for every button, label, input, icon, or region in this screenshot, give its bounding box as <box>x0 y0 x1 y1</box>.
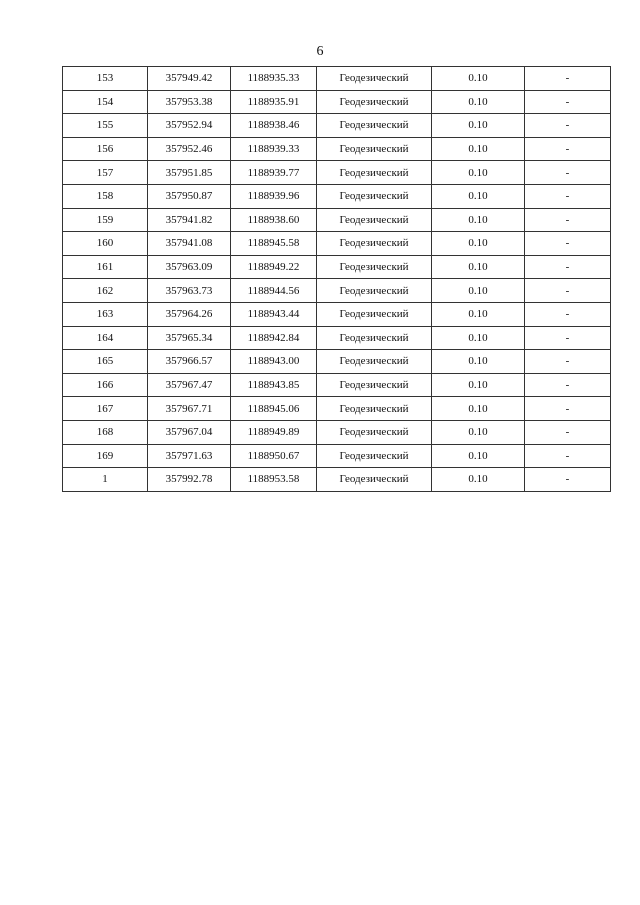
method-cell: Геодезический <box>317 90 432 114</box>
accuracy-cell: 0.10 <box>432 137 525 161</box>
table-row <box>63 444 611 468</box>
method-cell: Геодезический <box>317 350 432 374</box>
method-cell: Геодезический <box>317 208 432 232</box>
coordinates-table-container <box>62 66 610 492</box>
table-row <box>63 420 611 444</box>
accuracy-cell: 0.10 <box>432 279 525 303</box>
coordinates-table <box>62 66 611 492</box>
y-coordinate-cell: 1188935.91 <box>231 90 317 114</box>
accuracy-cell: 0.10 <box>432 90 525 114</box>
y-coordinate-cell: 1188939.77 <box>231 161 317 185</box>
table-row <box>63 302 611 326</box>
x-coordinate-cell: 357992.78 <box>148 468 231 492</box>
accuracy-cell: 0.10 <box>432 184 525 208</box>
point-number-cell: 156 <box>63 137 148 161</box>
x-coordinate-cell: 357964.26 <box>148 302 231 326</box>
table-row <box>63 90 611 114</box>
accuracy-cell: 0.10 <box>432 67 525 91</box>
description-cell: - <box>525 67 611 91</box>
accuracy-cell: 0.10 <box>432 444 525 468</box>
method-cell: Геодезический <box>317 114 432 138</box>
y-coordinate-cell: 1188950.67 <box>231 444 317 468</box>
table-row <box>63 137 611 161</box>
point-number-cell: 154 <box>63 90 148 114</box>
y-coordinate-cell: 1188944.56 <box>231 279 317 303</box>
table-row <box>63 67 611 91</box>
method-cell: Геодезический <box>317 161 432 185</box>
description-cell: - <box>525 420 611 444</box>
point-number-cell: 164 <box>63 326 148 350</box>
y-coordinate-cell: 1188943.00 <box>231 350 317 374</box>
x-coordinate-cell: 357941.08 <box>148 232 231 256</box>
table-row <box>63 232 611 256</box>
description-cell: - <box>525 255 611 279</box>
description-cell: - <box>525 90 611 114</box>
y-coordinate-cell: 1188935.33 <box>231 67 317 91</box>
table-row <box>63 255 611 279</box>
y-coordinate-cell: 1188943.44 <box>231 302 317 326</box>
accuracy-cell: 0.10 <box>432 208 525 232</box>
y-coordinate-cell: 1188939.96 <box>231 184 317 208</box>
table-row <box>63 184 611 208</box>
y-coordinate-cell: 1188949.22 <box>231 255 317 279</box>
method-cell: Геодезический <box>317 255 432 279</box>
description-cell: - <box>525 232 611 256</box>
description-cell: - <box>525 279 611 303</box>
table-row <box>63 326 611 350</box>
accuracy-cell: 0.10 <box>432 232 525 256</box>
table-row <box>63 279 611 303</box>
method-cell: Геодезический <box>317 397 432 421</box>
table-row <box>63 161 611 185</box>
method-cell: Геодезический <box>317 137 432 161</box>
method-cell: Геодезический <box>317 444 432 468</box>
point-number-cell: 163 <box>63 302 148 326</box>
table-row <box>63 397 611 421</box>
x-coordinate-cell: 357951.85 <box>148 161 231 185</box>
x-coordinate-cell: 357952.94 <box>148 114 231 138</box>
x-coordinate-cell: 357953.38 <box>148 90 231 114</box>
point-number-cell: 162 <box>63 279 148 303</box>
accuracy-cell: 0.10 <box>432 397 525 421</box>
accuracy-cell: 0.10 <box>432 350 525 374</box>
table-row <box>63 373 611 397</box>
accuracy-cell: 0.10 <box>432 468 525 492</box>
description-cell: - <box>525 114 611 138</box>
point-number-cell: 159 <box>63 208 148 232</box>
table-row <box>63 468 611 492</box>
method-cell: Геодезический <box>317 420 432 444</box>
method-cell: Геодезический <box>317 468 432 492</box>
y-coordinate-cell: 1188953.58 <box>231 468 317 492</box>
method-cell: Геодезический <box>317 373 432 397</box>
description-cell: - <box>525 326 611 350</box>
table-row <box>63 350 611 374</box>
y-coordinate-cell: 1188945.58 <box>231 232 317 256</box>
table-row <box>63 114 611 138</box>
x-coordinate-cell: 357949.42 <box>148 67 231 91</box>
accuracy-cell: 0.10 <box>432 326 525 350</box>
x-coordinate-cell: 357941.82 <box>148 208 231 232</box>
method-cell: Геодезический <box>317 67 432 91</box>
point-number-cell: 168 <box>63 420 148 444</box>
y-coordinate-cell: 1188949.89 <box>231 420 317 444</box>
y-coordinate-cell: 1188943.85 <box>231 373 317 397</box>
coordinates-table-body <box>63 67 611 492</box>
accuracy-cell: 0.10 <box>432 420 525 444</box>
description-cell: - <box>525 302 611 326</box>
method-cell: Геодезический <box>317 326 432 350</box>
method-cell: Геодезический <box>317 279 432 303</box>
y-coordinate-cell: 1188945.06 <box>231 397 317 421</box>
method-cell: Геодезический <box>317 302 432 326</box>
point-number-cell: 161 <box>63 255 148 279</box>
accuracy-cell: 0.10 <box>432 114 525 138</box>
x-coordinate-cell: 357963.73 <box>148 279 231 303</box>
point-number-cell: 169 <box>63 444 148 468</box>
method-cell: Геодезический <box>317 232 432 256</box>
description-cell: - <box>525 373 611 397</box>
y-coordinate-cell: 1188939.33 <box>231 137 317 161</box>
description-cell: - <box>525 184 611 208</box>
description-cell: - <box>525 208 611 232</box>
x-coordinate-cell: 357950.87 <box>148 184 231 208</box>
point-number-cell: 158 <box>63 184 148 208</box>
point-number-cell: 155 <box>63 114 148 138</box>
x-coordinate-cell: 357952.46 <box>148 137 231 161</box>
point-number-cell: 157 <box>63 161 148 185</box>
accuracy-cell: 0.10 <box>432 373 525 397</box>
method-cell: Геодезический <box>317 184 432 208</box>
x-coordinate-cell: 357967.04 <box>148 420 231 444</box>
x-coordinate-cell: 357966.57 <box>148 350 231 374</box>
accuracy-cell: 0.10 <box>432 255 525 279</box>
x-coordinate-cell: 357963.09 <box>148 255 231 279</box>
point-number-cell: 165 <box>63 350 148 374</box>
y-coordinate-cell: 1188938.60 <box>231 208 317 232</box>
x-coordinate-cell: 357967.47 <box>148 373 231 397</box>
description-cell: - <box>525 444 611 468</box>
point-number-cell: 167 <box>63 397 148 421</box>
x-coordinate-cell: 357967.71 <box>148 397 231 421</box>
accuracy-cell: 0.10 <box>432 161 525 185</box>
point-number-cell: 1 <box>63 468 148 492</box>
table-row <box>63 208 611 232</box>
point-number-cell: 153 <box>63 67 148 91</box>
description-cell: - <box>525 161 611 185</box>
y-coordinate-cell: 1188942.84 <box>231 326 317 350</box>
x-coordinate-cell: 357971.63 <box>148 444 231 468</box>
description-cell: - <box>525 468 611 492</box>
accuracy-cell: 0.10 <box>432 302 525 326</box>
description-cell: - <box>525 350 611 374</box>
x-coordinate-cell: 357965.34 <box>148 326 231 350</box>
description-cell: - <box>525 137 611 161</box>
point-number-cell: 160 <box>63 232 148 256</box>
y-coordinate-cell: 1188938.46 <box>231 114 317 138</box>
page-number: 6 <box>316 44 324 59</box>
point-number-cell: 166 <box>63 373 148 397</box>
description-cell: - <box>525 397 611 421</box>
